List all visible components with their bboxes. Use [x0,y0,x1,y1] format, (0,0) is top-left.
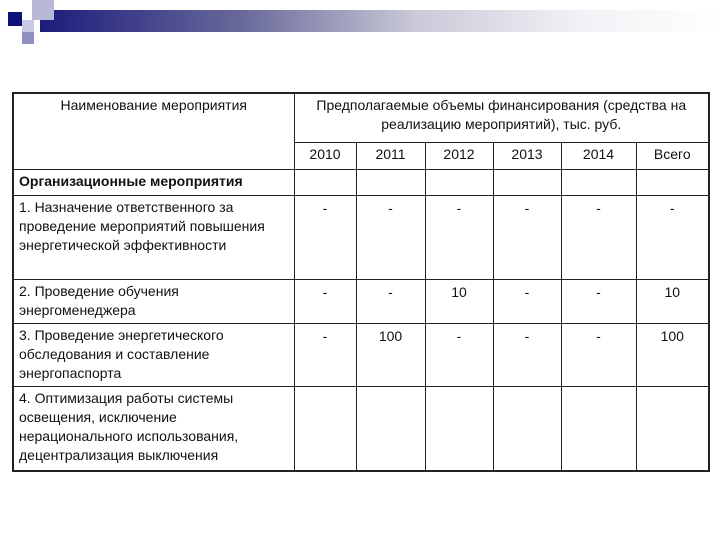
cell-value [425,386,493,471]
cell-value [636,386,709,471]
cell-value: - [493,279,561,323]
logo-square-mid [22,20,34,32]
cell-value: - [636,195,709,279]
table-row [13,279,709,323]
table-row [13,195,709,279]
cell-value: - [294,195,356,279]
section-row [13,169,709,195]
header-year: 2013 [493,142,561,169]
row-name: 4. Оптимизация работы системы освещения, исключение нерационального использования, децентрализация выключения [13,386,294,471]
cell-value: - [294,323,356,386]
cell-value [561,386,636,471]
cell-value [356,386,425,471]
cell-value: - [493,195,561,279]
table-row [13,323,709,386]
cell-value: - [425,323,493,386]
cell-value: 10 [636,279,709,323]
row-name: 1. Назначение ответственного за проведение мероприятий повышения энергетической эффективности [13,195,294,279]
header-year: 2010 [294,142,356,169]
cell-value: 10 [425,279,493,323]
funding-table [12,92,710,472]
row-name: 2. Проведение обучения энергоменеджера [13,279,294,323]
section-title: Организационные мероприятия [13,169,294,195]
cell-value: - [561,195,636,279]
cell-value: - [493,323,561,386]
header-year: 2011 [356,142,425,169]
header-funding: Предполагаемые объемы финансирования (средства на реализацию мероприятий), тыс. руб. [294,93,709,142]
cell-value: - [294,279,356,323]
table-row [13,386,709,471]
logo-square-light [32,0,54,20]
header-total: Всего [636,142,709,169]
cell-value: - [561,323,636,386]
header-name: Наименование мероприятия [13,93,294,169]
cell-value: - [356,279,425,323]
cell-value: - [356,195,425,279]
cell-value: - [425,195,493,279]
cell-value: 100 [356,323,425,386]
cell-value [493,386,561,471]
title-gradient-bar [40,10,720,32]
row-name: 3. Проведение энергетического обследования и составление энергопаспорта [13,323,294,386]
cell-value: 100 [636,323,709,386]
logo-square-small [22,32,34,44]
header-year: 2012 [425,142,493,169]
cell-value [294,386,356,471]
header-year: 2014 [561,142,636,169]
logo-square-dark [8,12,22,26]
cell-value: - [561,279,636,323]
